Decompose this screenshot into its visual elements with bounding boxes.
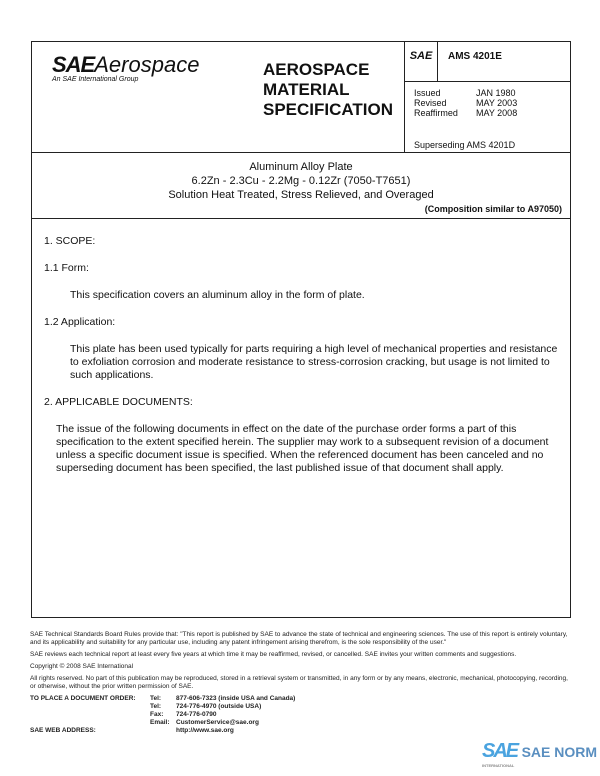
- sae-aerospace-logo: [52, 52, 199, 83]
- dates: [414, 88, 538, 118]
- date-label: Reaffirmed: [414, 108, 458, 118]
- date-value: JAN 1980: [476, 88, 516, 98]
- paragraph: This specification covers an aluminum alloy in the form of plate.: [70, 289, 365, 301]
- order-label: TO PLACE A DOCUMENT ORDER:: [30, 695, 136, 702]
- date-label: Issued: [414, 88, 441, 98]
- section-heading: 1. SCOPE:: [44, 235, 96, 247]
- email-link[interactable]: CustomerService@sae.org: [176, 719, 259, 726]
- footer-paragraph: SAE reviews each technical report at least every five years at which time it may be reaffirmed, revised, or cancelled. SAE invites your written comments and suggestions.: [30, 651, 517, 658]
- footer-paragraph: SAE Technical Standards Board Rules provide that: "This report is published by SAE to advance the state of technical and engineering sciences. The use of this report is entirely voluntary, and its applicability and suitability for any particular use, including any patent infringement arising therefrom, is the sole responsibility of the user.": [30, 631, 568, 646]
- web-label: SAE WEB ADDRESS:: [30, 727, 96, 734]
- watermark-logo: SAE: [482, 740, 518, 762]
- contact-value: 724-776-0790: [176, 711, 217, 718]
- footer-paragraph: All rights reserved. No part of this publication may be reproduced, stored in a retrieval system or transmitted, in any form or by any means, electronic, mechanical, photocopying, recording, or otherwise, without the prior written permission of SAE.: [30, 675, 568, 690]
- footer: [30, 631, 570, 735]
- doc-title: [32, 153, 570, 219]
- logo-brand: SAE: [52, 52, 95, 77]
- watermark-sub: INTERNATIONAL: [482, 763, 515, 768]
- contact-label: Fax:: [150, 711, 164, 718]
- date-value: MAY 2003: [476, 98, 518, 108]
- paragraph: This plate has been used typically for parts requiring a high level of mechanical properties and resistance to exfoliation corrosion and moderate resistance to stress-corrosion cracking, but usage is not limited to such applications.: [70, 343, 558, 381]
- doc-type-line: MATERIAL: [263, 80, 350, 99]
- header: [32, 42, 570, 153]
- doc-type-line: AEROSPACE: [263, 60, 370, 79]
- doc-type-line: SPECIFICATION: [263, 100, 394, 119]
- section-heading: 1.2 Application:: [44, 316, 116, 328]
- contact-value: 724-776-4970 (outside USA): [176, 703, 262, 710]
- date-label: Revised: [414, 98, 447, 108]
- document-frame: [31, 41, 571, 618]
- logo-group: An SAE International Group: [52, 76, 139, 83]
- logo-name: Aerospace: [94, 52, 200, 77]
- section-heading: 1.1 Form:: [44, 262, 89, 274]
- doc-number: AMS 4201E: [448, 51, 502, 62]
- copyright: Copyright © 2008 SAE International: [30, 663, 134, 670]
- sae-norm-watermark: [482, 740, 597, 768]
- contact-label: Tel:: [150, 695, 162, 702]
- date-value: MAY 2008: [476, 108, 518, 118]
- contact-label: Tel:: [150, 703, 162, 710]
- superseding: Superseding AMS 4201D: [414, 140, 516, 150]
- paragraph: The issue of the following documents in effect on the date of the purchase order forms a part of this specification to the extent specified herein. The supplier may work to a subsequent revision of a document unless a specific document issue is specified. When the referenced document has been canceled and no superseding document has been specified, the last published issue of that document shall apply.: [56, 423, 549, 474]
- contact-label: Email:: [150, 719, 170, 726]
- title-line: 6.2Zn - 2.3Cu - 2.2Mg - 0.12Zr (7050-T7651): [191, 175, 411, 187]
- sae-small-logo: SAE: [405, 42, 438, 81]
- doc-type: [263, 60, 393, 120]
- doc-body: [44, 235, 559, 475]
- web-link[interactable]: http://www.sae.org: [176, 727, 234, 734]
- contact-value: 877-606-7323 (inside USA and Canada): [176, 695, 296, 702]
- title-line: Aluminum Alloy Plate: [249, 161, 353, 173]
- section-heading: 2. APPLICABLE DOCUMENTS:: [44, 396, 193, 408]
- doc-info-box: [404, 42, 571, 152]
- composition-note: (Composition similar to A97050): [424, 204, 562, 214]
- title-line: Solution Heat Treated, Stress Relieved, and Overaged: [168, 189, 434, 201]
- watermark-name: SAE NORM: [521, 744, 598, 760]
